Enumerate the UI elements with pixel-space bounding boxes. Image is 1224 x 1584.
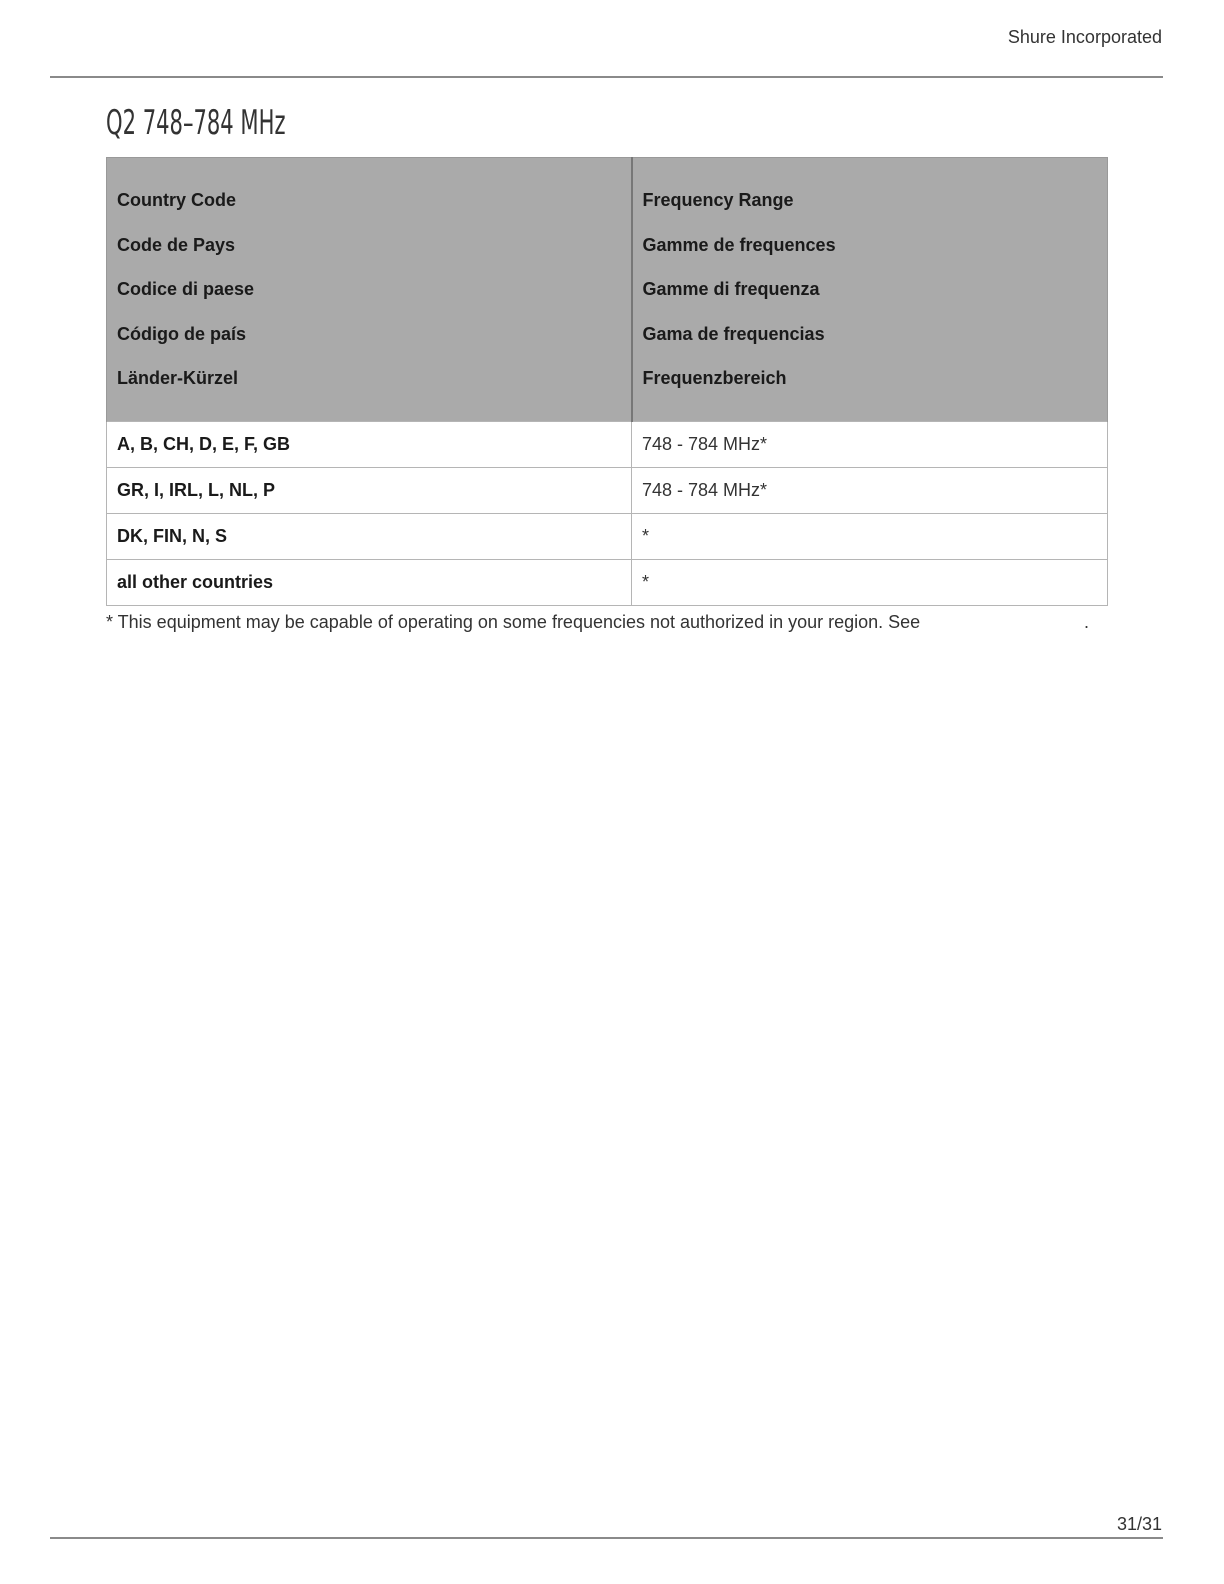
header-frequency-range-de: Frequenzbereich xyxy=(642,368,787,388)
page-number: 31/31 xyxy=(1116,1514,1162,1534)
frequency-range-cell: 748 - 784 MHz* xyxy=(632,421,1108,467)
frequency-range-cell: * xyxy=(632,559,1108,605)
footer-divider xyxy=(50,1537,1163,1539)
header-frequency-range-en: Frequency Range xyxy=(642,190,794,210)
header-frequency-range xyxy=(632,158,1108,422)
header-country-code xyxy=(107,158,632,422)
footnote-trailing-period: . xyxy=(1084,612,1090,632)
country-code-cell: A, B, CH, D, E, F, GB xyxy=(107,421,632,467)
header-country-code-de: Länder-Kürzel xyxy=(117,368,239,388)
section-title: Q2 748–784 MHz xyxy=(106,103,286,143)
frequency-range-cell: * xyxy=(632,513,1108,559)
table-header-row xyxy=(107,158,1108,422)
header-frequency-range-fr: Gamme de frequences xyxy=(642,234,836,255)
country-code-cell: GR, I, IRL, L, NL, P xyxy=(107,467,632,513)
header-company-name: Shure Incorporated xyxy=(1007,27,1162,47)
table-row xyxy=(107,513,1108,559)
country-code-cell: all other countries xyxy=(107,559,632,605)
header-frequency-range-it: Gamme di frequenza xyxy=(642,279,820,299)
header-country-code-en: Country Code xyxy=(117,190,236,210)
footnote-text: * This equipment may be capable of operating on some frequencies not authorized in your region. See xyxy=(106,612,921,632)
header-country-code-es: Código de país xyxy=(117,323,247,344)
table-row xyxy=(107,559,1108,605)
table-row xyxy=(107,467,1108,513)
frequency-table xyxy=(106,157,1108,606)
country-code-cell: DK, FIN, N, S xyxy=(107,513,632,559)
header-country-code-it: Codice di paese xyxy=(117,279,255,299)
header-country-code-fr: Code de Pays xyxy=(117,234,236,255)
header-divider xyxy=(50,76,1163,78)
header-frequency-range-es: Gama de frequencias xyxy=(642,323,825,344)
frequency-range-cell: 748 - 784 MHz* xyxy=(632,467,1108,513)
table-row xyxy=(107,421,1108,467)
